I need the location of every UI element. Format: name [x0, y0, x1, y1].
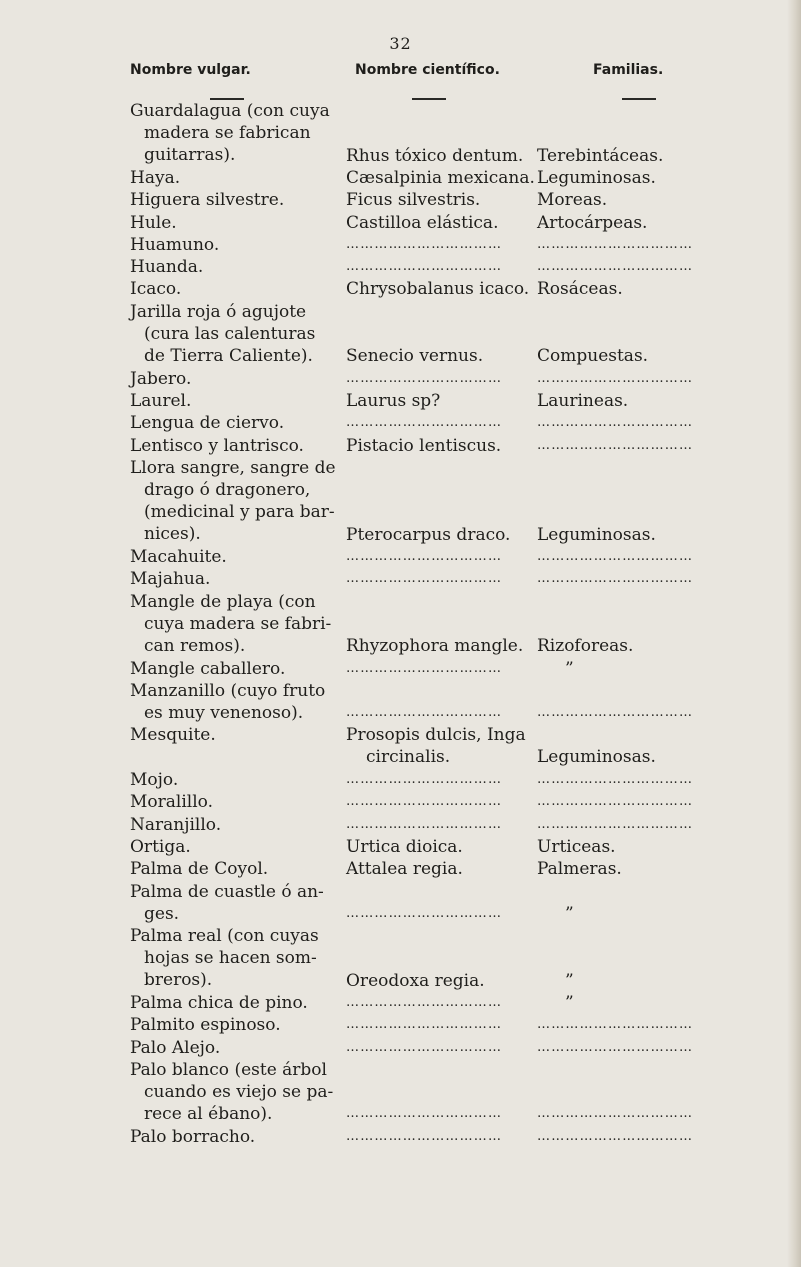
nombre-cientifico-cell — [346, 903, 548, 925]
familia-cell-text: …………………………… — [537, 705, 694, 721]
nombre-vulgar-cell — [130, 189, 345, 211]
nombre-vulgar-line: Palmito espinoso. — [130, 1015, 281, 1036]
familia-cell — [537, 1037, 697, 1059]
nombre-vulgar-line: Macahuite. — [130, 547, 227, 567]
familia-cell-text: …………………………… — [537, 415, 694, 431]
familia-cell-line: Leguminosas. — [537, 747, 656, 768]
nombre-vulgar-line: Palo Alejo. — [130, 1037, 221, 1058]
familia-cell-text: …………………………… — [537, 370, 694, 386]
table-row — [0, 881, 790, 926]
nombre-cientifico-cell-text: …………………………… — [346, 660, 503, 676]
nombre-vulgar-line: Mangle de playa (con — [130, 591, 316, 612]
table-row — [0, 814, 790, 836]
nombre-cientifico-cell-text: Rhyzophora mangle. — [346, 636, 524, 657]
nombre-cientifico-cell-text: Ficus silvestris. — [346, 190, 481, 211]
nombre-vulgar-cell — [130, 546, 345, 568]
familia-cell — [537, 1014, 697, 1036]
familia-cell-text: …………………………… — [537, 1017, 694, 1033]
nombre-vulgar-line: Palma de Coyol. — [130, 859, 269, 880]
familia-cell — [537, 658, 697, 680]
table-row — [0, 591, 790, 658]
nombre-vulgar-line: Mojo. — [130, 770, 179, 790]
nombre-cientifico-cell — [346, 167, 548, 189]
nombre-vulgar-cell — [130, 858, 345, 880]
nombre-vulgar-line: guitarras). — [144, 145, 236, 165]
nombre-cientifico-cell-text: …………………………… — [346, 1106, 503, 1122]
familia-cell-text: …………………………… — [537, 549, 694, 564]
nombre-cientifico-cell — [346, 435, 548, 457]
nombre-vulgar-line: Guardalagua (con cuya — [130, 101, 330, 121]
familia-cell — [537, 702, 697, 724]
nombre-cientifico-cell-text: …………………………… — [346, 772, 503, 787]
nombre-vulgar-cell — [130, 234, 345, 256]
nombre-vulgar-cell — [130, 836, 345, 858]
nombre-vulgar-cell — [130, 390, 345, 412]
nombre-cientifico-cell — [346, 390, 548, 412]
nombre-vulgar-cell — [130, 100, 345, 166]
nombre-vulgar-line: nices). — [144, 523, 201, 544]
nombre-cientifico-cell-text: …………………………… — [346, 571, 503, 587]
table-row — [0, 724, 790, 769]
nombre-vulgar-cell — [130, 457, 345, 545]
familia-cell — [537, 1103, 697, 1125]
nombre-cientifico-cell-text: …………………………… — [346, 236, 503, 252]
nombre-vulgar-line: Mesquite. — [130, 725, 216, 746]
table-row — [0, 435, 790, 457]
nombre-vulgar-line: (medicinal y para bar- — [144, 501, 335, 522]
nombre-vulgar-cell — [130, 301, 345, 367]
familia-cell-text: Compuestas. — [537, 346, 649, 367]
nombre-vulgar-cell — [130, 568, 345, 590]
nombre-cientifico-cell — [346, 145, 548, 167]
nombre-cientifico-cell — [346, 345, 548, 367]
nombre-cientifico-cell — [346, 412, 548, 434]
nombre-vulgar-line: Laurel. — [130, 390, 192, 411]
nombre-vulgar-cell — [130, 1014, 345, 1036]
nombre-vulgar-line: Palo blanco (este árbol — [130, 1059, 327, 1080]
familia-cell — [537, 724, 697, 768]
table-row — [0, 836, 790, 858]
table-row — [0, 189, 790, 211]
familia-cell — [537, 769, 697, 791]
nombre-cientifico-cell — [346, 568, 548, 590]
nombre-cientifico-cell — [346, 234, 548, 256]
header-nombre-vulgar: Nombre vulgar. — [130, 62, 251, 78]
nombre-cientifico-cell — [346, 791, 548, 813]
nombre-vulgar-cell — [130, 925, 345, 991]
familia-cell-text: Rosáceas. — [537, 279, 623, 300]
nombre-vulgar-line: Haya. — [130, 167, 181, 188]
nombre-vulgar-cell — [130, 1037, 345, 1059]
nombre-cientifico-cell-text: Chrysobalanus icaco. — [346, 279, 530, 300]
nombre-vulgar-line: cuando es viejo se pa- — [144, 1081, 334, 1102]
table-row — [0, 658, 790, 680]
familia-cell — [537, 145, 697, 167]
nombre-cientifico-cell-text: Castilloa elástica. — [346, 212, 499, 233]
nombre-vulgar-line: Palo borracho. — [130, 1126, 256, 1147]
nombre-cientifico-cell-text: …………………………… — [346, 1017, 503, 1033]
familia-cell — [537, 1126, 697, 1148]
table-row — [0, 390, 790, 412]
nombre-cientifico-cell — [346, 1126, 548, 1148]
table-row — [0, 925, 790, 992]
nombre-cientifico-cell — [346, 189, 548, 211]
familia-cell — [537, 903, 697, 925]
table-row — [0, 234, 790, 256]
nombre-vulgar-cell — [130, 368, 345, 390]
familia-cell-text: Urticeas. — [537, 836, 616, 857]
nombre-cientifico-cell — [346, 658, 548, 680]
nombre-cientifico-cell-text: Pterocarpus draco. — [346, 524, 511, 545]
nombre-cientifico-cell — [346, 970, 548, 992]
table-row — [0, 568, 790, 590]
familia-cell — [537, 970, 697, 992]
nombre-vulgar-line: Moralillo. — [130, 792, 213, 813]
nombre-vulgar-cell — [130, 256, 345, 278]
nombre-vulgar-cell — [130, 1126, 345, 1148]
nombre-cientifico-cell — [346, 635, 548, 657]
nombre-cientifico-cell-text: …………………………… — [346, 1039, 503, 1055]
nombre-vulgar-cell — [130, 591, 345, 657]
familia-cell-text: ” — [565, 658, 574, 679]
nombre-cientifico-cell — [346, 546, 548, 568]
nombre-cientifico-cell-text: …………………………… — [346, 370, 503, 386]
nombre-cientifico-cell — [346, 702, 548, 724]
table-row — [0, 858, 790, 880]
familia-cell — [537, 278, 697, 300]
nombre-vulgar-line: Jabero. — [130, 368, 192, 389]
nombre-vulgar-line: Majahua. — [130, 569, 211, 590]
table-row — [0, 278, 790, 300]
nombre-vulgar-cell — [130, 412, 345, 434]
nombre-vulgar-line: Naranjillo. — [130, 814, 222, 835]
nombre-cientifico-cell — [346, 212, 548, 234]
familia-cell-text: Leguminosas. — [537, 167, 656, 188]
table-row — [0, 368, 790, 390]
familia-cell-text: …………………………… — [537, 259, 694, 275]
nombre-vulgar-cell — [130, 278, 345, 300]
familia-cell-text: …………………………… — [537, 816, 694, 832]
nombre-vulgar-cell — [130, 1059, 345, 1125]
table-row — [0, 457, 790, 546]
table-row — [0, 412, 790, 434]
nombre-cientifico-cell-text: …………………………… — [346, 549, 503, 564]
familia-cell — [537, 390, 697, 412]
nombre-cientifico-cell-text: Laurus sp? — [346, 390, 441, 411]
nombre-vulgar-line: Jarilla roja ó agujote — [130, 301, 307, 322]
nombre-cientifico-cell-text: Cæsalpinia mexicana. — [346, 167, 535, 188]
nombre-vulgar-line: es muy venenoso). — [144, 702, 304, 723]
table-row — [0, 546, 790, 568]
familia-cell — [537, 234, 697, 256]
familia-cell-text: …………………………… — [537, 236, 694, 252]
nombre-cientifico-cell-text: …………………………… — [346, 415, 503, 431]
familia-cell — [537, 368, 697, 390]
nombre-vulgar-line: Huanda. — [130, 257, 204, 278]
nombre-cientifico-cell — [346, 1103, 548, 1125]
familia-cell-text: ” — [565, 903, 574, 924]
familia-cell — [537, 568, 697, 590]
nombre-vulgar-line: Higuera silvestre. — [130, 190, 285, 211]
table-row — [0, 301, 790, 368]
nombre-cientifico-cell — [346, 278, 548, 300]
table-row — [0, 1037, 790, 1059]
nombre-cientifico-cell — [346, 1014, 548, 1036]
nombre-cientifico-cell-text: …………………………… — [346, 905, 503, 921]
header-nombre-cientifico: Nombre científico. — [355, 62, 500, 78]
nombre-cientifico-cell-text: Senecio vernus. — [346, 346, 484, 367]
familia-cell-text: Leguminosas. — [537, 524, 656, 545]
familia-cell — [537, 836, 697, 858]
familia-cell-text: Moreas. — [537, 190, 608, 211]
nombre-vulgar-cell — [130, 435, 345, 457]
nombre-cientifico-cell-text: Pistacio lentiscus. — [346, 435, 502, 456]
nombre-vulgar-cell — [130, 212, 345, 234]
familia-cell-text: Artocárpeas. — [537, 212, 648, 233]
nombre-cientifico-cell — [346, 836, 548, 858]
nombre-vulgar-cell — [130, 724, 345, 768]
familia-cell — [537, 412, 697, 434]
nombre-vulgar-line: Palma chica de pino. — [130, 993, 308, 1013]
table-row — [0, 791, 790, 813]
nombre-vulgar-cell — [130, 992, 345, 1014]
nombre-vulgar-line: Lentisco y lantrisco. — [130, 435, 304, 456]
familia-cell — [537, 212, 697, 234]
nombre-cientifico-cell — [346, 814, 548, 836]
nombre-vulgar-cell — [130, 791, 345, 813]
familia-cell — [537, 256, 697, 278]
familia-cell-text: …………………………… — [537, 772, 694, 787]
familia-cell — [537, 524, 697, 546]
nombre-cientifico-cell-text: Rhus tóxico dentum. — [346, 145, 524, 166]
table-row — [0, 167, 790, 189]
familia-cell-text: Laurineas. — [537, 390, 629, 411]
nombre-vulgar-line: breros). — [144, 970, 213, 991]
nombre-vulgar-line: (cura las calenturas — [144, 323, 316, 344]
familia-cell-text: Terebintáceas. — [537, 145, 664, 166]
familia-cell — [537, 345, 697, 367]
nombre-vulgar-line: madera se fabrican — [144, 123, 311, 143]
familia-cell-text: ” — [565, 993, 574, 1013]
nombre-vulgar-cell — [130, 167, 345, 189]
page-number: 32 — [389, 34, 412, 53]
table-row — [0, 212, 790, 234]
familia-cell-line — [537, 724, 697, 746]
nombre-cientifico-cell — [346, 524, 548, 546]
familia-cell-text: Palmeras. — [537, 859, 622, 880]
nombre-vulgar-line: Llora sangre, sangre de — [130, 457, 336, 478]
nombre-cientifico-cell-text: …………………………… — [346, 995, 503, 1010]
nombre-vulgar-cell — [130, 814, 345, 836]
nombre-vulgar-line: de Tierra Caliente). — [144, 345, 313, 366]
nombre-vulgar-line: Icaco. — [130, 279, 182, 300]
table-row — [0, 256, 790, 278]
nombre-vulgar-line: Ortiga. — [130, 836, 191, 857]
nombre-cientifico-cell — [346, 769, 548, 791]
familia-cell — [537, 814, 697, 836]
table-row — [0, 100, 790, 167]
nombre-cientifico-cell-text: Oreodoxa regia. — [346, 970, 485, 991]
familia-cell — [537, 189, 697, 211]
familia-cell-text: …………………………… — [537, 437, 694, 453]
nombre-vulgar-line: drago ó dragonero, — [144, 479, 311, 500]
table-row — [0, 680, 790, 725]
nombre-cientifico-cell-line: Prosopis dulcis, Inga — [346, 725, 526, 746]
nombre-vulgar-line: Lengua de ciervo. — [130, 413, 285, 434]
familia-cell-text: …………………………… — [537, 1128, 694, 1144]
familia-cell — [537, 167, 697, 189]
nombre-cientifico-cell-text: …………………………… — [346, 1128, 503, 1144]
nombre-vulgar-cell — [130, 881, 345, 925]
nombre-vulgar-line: can remos). — [144, 635, 246, 656]
nombre-cientifico-cell — [346, 368, 548, 390]
nombre-cientifico-cell-text: Urtica dioica. — [346, 836, 463, 857]
table-row — [0, 1059, 790, 1126]
nombre-vulgar-line: Huamuno. — [130, 234, 220, 255]
header-familias: Familias. — [593, 62, 664, 78]
familia-cell-text: …………………………… — [537, 571, 694, 587]
nombre-vulgar-line: Mangle caballero. — [130, 658, 286, 679]
familia-cell — [537, 546, 697, 568]
familia-cell-text: …………………………… — [537, 794, 694, 810]
nombre-vulgar-line: Palma real (con cuyas — [130, 926, 319, 947]
familia-cell-text: Rizoforeas. — [537, 636, 634, 657]
nombre-cientifico-cell — [346, 858, 548, 880]
table-row — [0, 1014, 790, 1036]
familia-cell — [537, 858, 697, 880]
familia-cell-text: ” — [565, 970, 574, 991]
nombre-cientifico-cell-text: …………………………… — [346, 816, 503, 832]
nombre-cientifico-cell — [346, 992, 548, 1014]
nombre-cientifico-cell-text: …………………………… — [346, 259, 503, 275]
nombre-cientifico-cell — [346, 256, 548, 278]
familia-cell — [537, 992, 697, 1014]
familia-cell — [537, 635, 697, 657]
nombre-vulgar-line: hojas se hacen som- — [144, 948, 317, 969]
nombre-vulgar-line: rece al ébano). — [144, 1103, 273, 1124]
nombre-cientifico-cell-text: …………………………… — [346, 705, 503, 721]
nombre-vulgar-cell — [130, 769, 345, 791]
nombre-vulgar-line: cuya madera se fabri- — [144, 613, 332, 634]
nombre-vulgar-line: Manzanillo (cuyo fruto — [130, 680, 326, 701]
nombre-vulgar-cell — [130, 680, 345, 724]
nombre-cientifico-cell-text: Attalea regia. — [346, 859, 463, 880]
familia-cell — [537, 435, 697, 457]
table-row — [0, 992, 790, 1014]
table-row — [0, 769, 790, 791]
familia-cell-text: …………………………… — [537, 1106, 694, 1122]
nombre-cientifico-cell — [346, 1037, 548, 1059]
table-row — [0, 1126, 790, 1148]
nombre-vulgar-line — [130, 746, 345, 768]
nombre-cientifico-cell-text: …………………………… — [346, 794, 503, 810]
nombre-vulgar-line: Hule. — [130, 212, 177, 233]
nombre-vulgar-cell — [130, 658, 345, 680]
familia-cell — [537, 791, 697, 813]
nombre-cientifico-cell-line: circinalis. — [366, 747, 451, 768]
familia-cell-text: …………………………… — [537, 1039, 694, 1055]
nombre-cientifico-cell — [346, 724, 548, 768]
nombre-vulgar-line: Palma de cuastle ó an- — [130, 881, 324, 902]
nombre-vulgar-line: ges. — [144, 903, 180, 924]
